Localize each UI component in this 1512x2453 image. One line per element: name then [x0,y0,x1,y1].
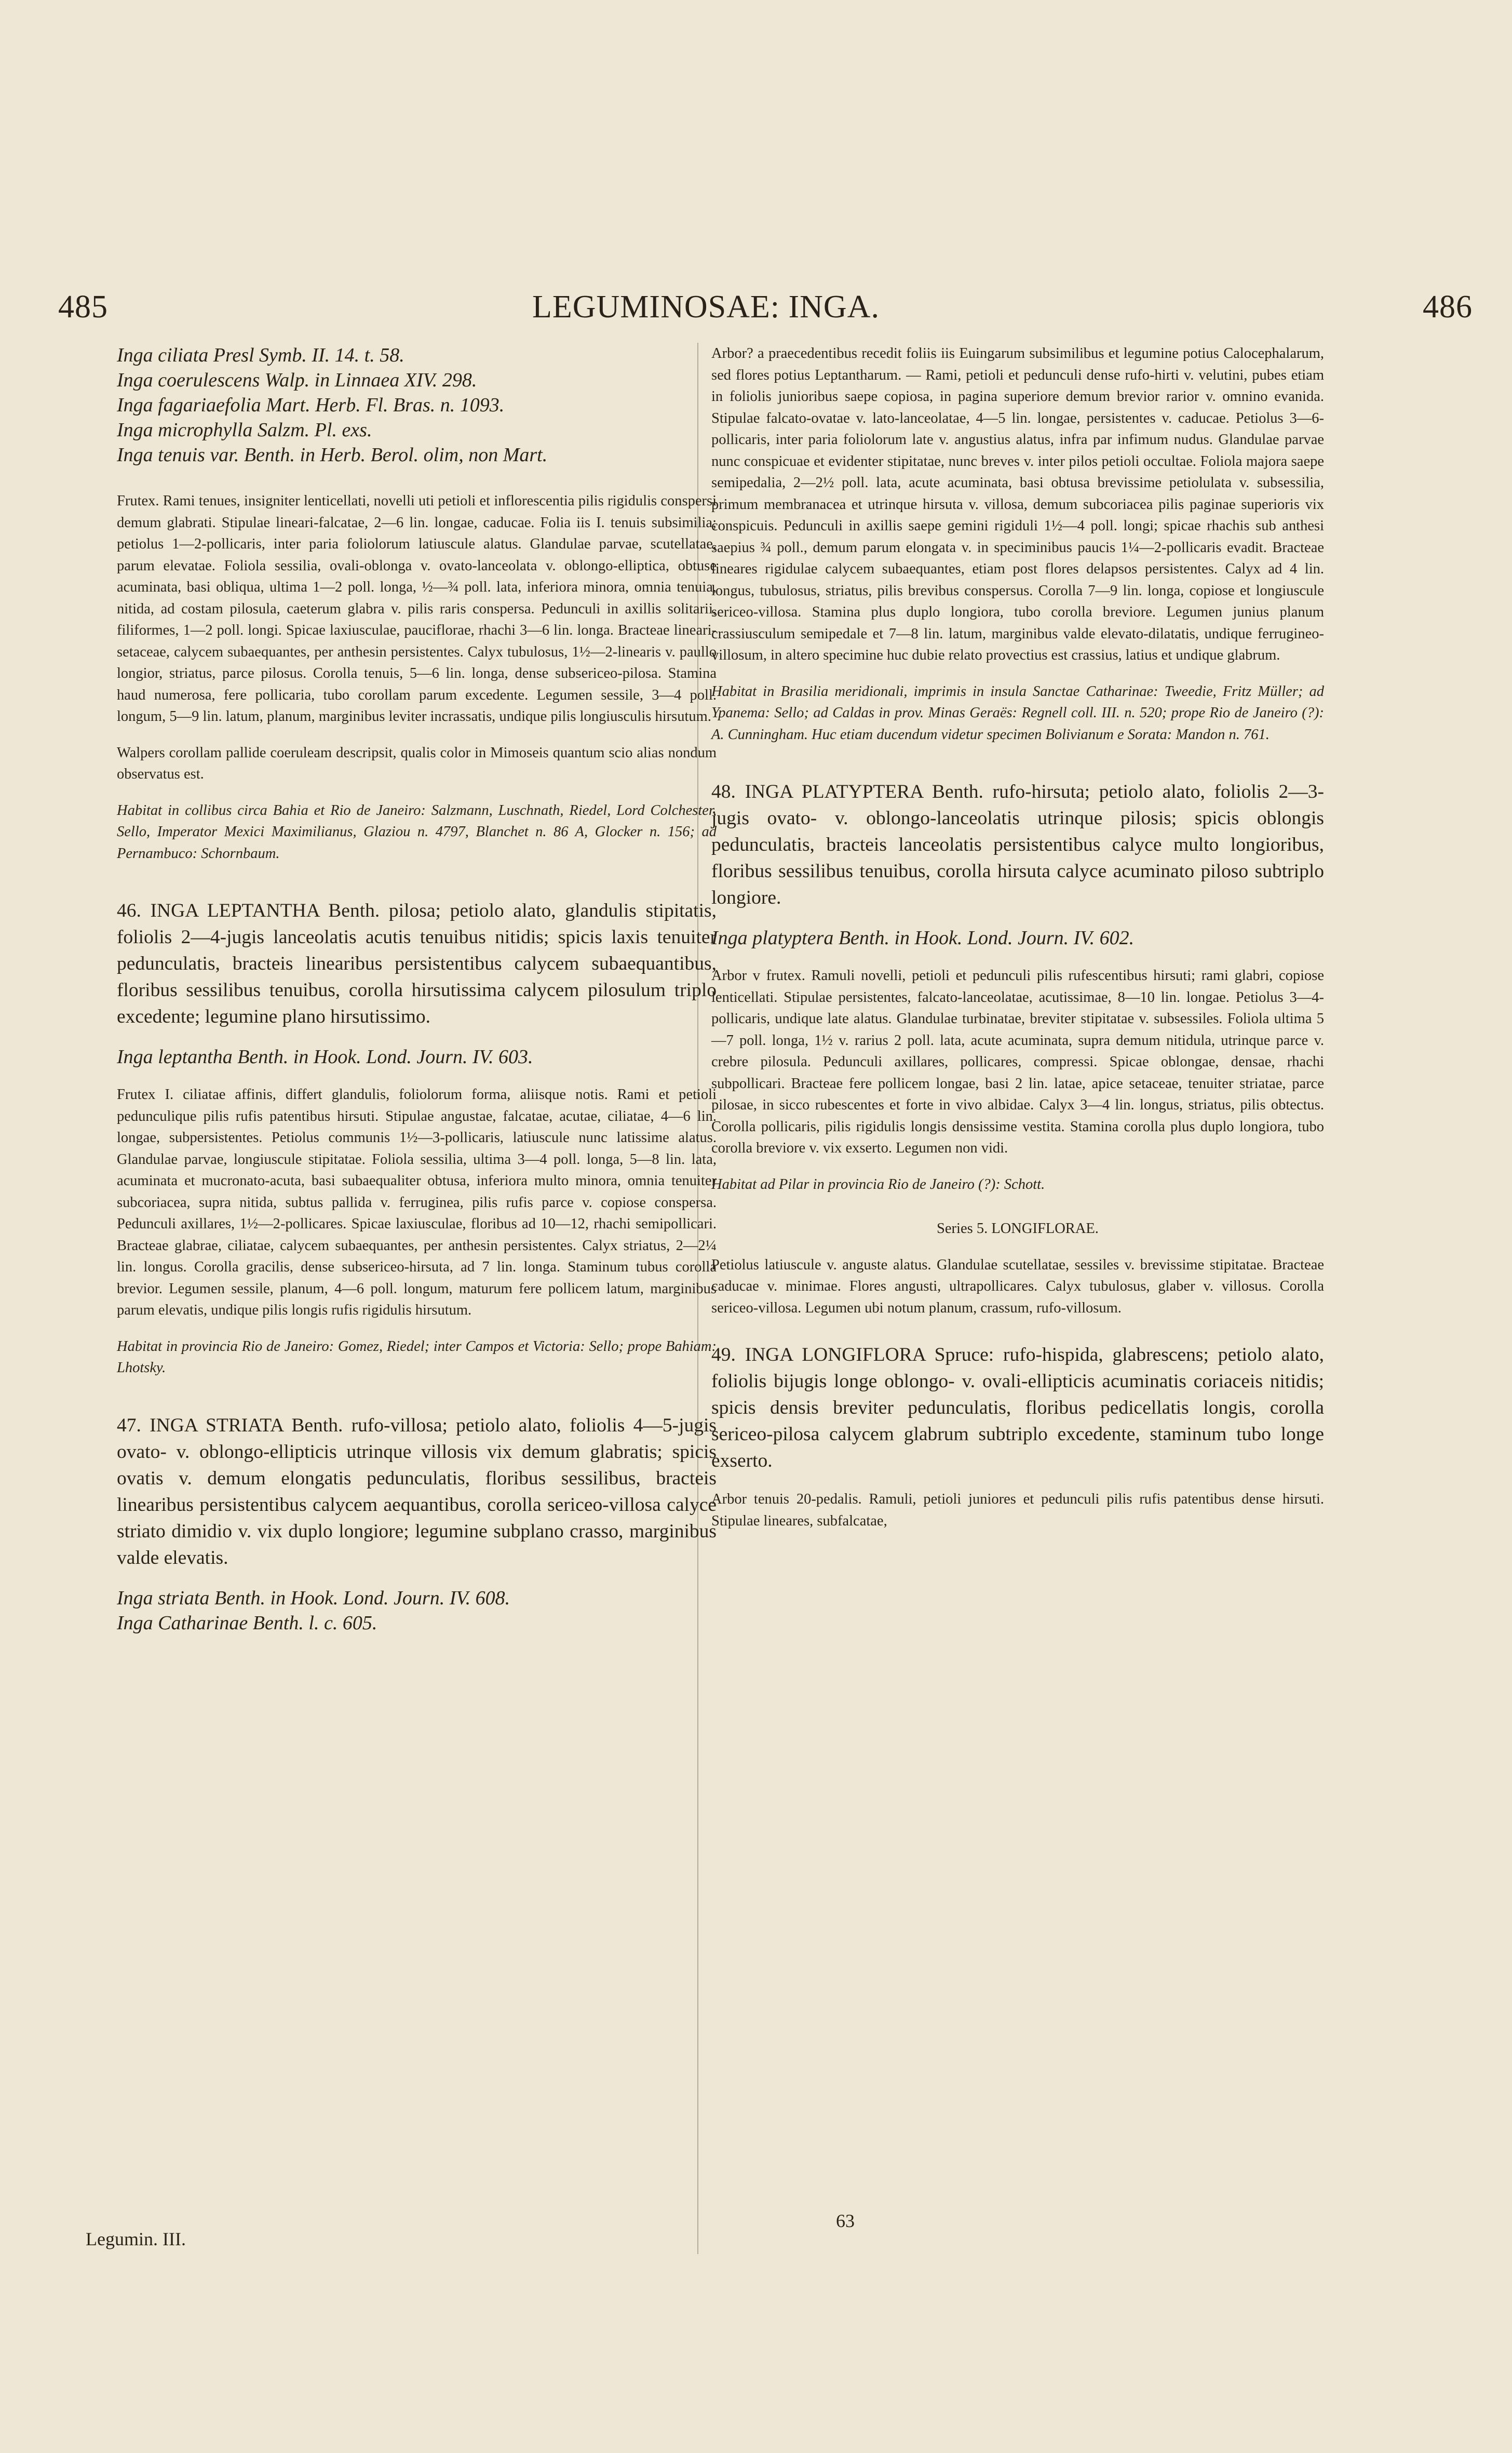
species-46-diagnosis: 46. INGA LEPTANTHA Benth. pilosa; petiolo alato, glandulis stipitatis, foliolis 2—4-jugis lanceolatis acutis tenuibus nitidis; spicis laxis tenuiter pedunculatis, bracteis linearibus persistentibus calycem subaequantibus, floribus sessilibus tenuibus, corolla hirsutissima calycem pilosulum triplo excedente; legumine plano hirsutissimo. [117,900,717,1027]
synonym-line: Inga ciliata Presl Symb. II. 14. t. 58. [117,344,404,366]
species-46-habitat: Habitat in provincia Rio de Janeiro: Gomez, Riedel; inter Campos et Victoria: Sello; prope Bahiam: Lhotsky. [117,1338,717,1376]
species-48-description: Arbor v frutex. Ramuli novelli, petioli et pedunculi pilis rufescentibus hirsuti; rami glabri, copiose lenticellati. Stipulae persistentes, falcato-lanceolatae, acutissimae, 8—10 lin. longae. Petiolus 3—4-pollicaris, undique late alatus. Glandulae turbinatae, breviter stipitatae v. subsessiles. Foliola ultima 5—7 poll. longa, 1½ v. rarius 2 poll. lata, acute acuminata, supra demum nitidula, utrinque parce v. crebre pilosula. Pedunculi axillares, pollicares, compressi. Spicae oblongae, densae, rhachi subpollicari. Bracteae fere pollicem longae, basi 2 lin. latae, apice setaceae, tenuiter striatae, parce pilosae, in sicco rubescentes et forte in vivo albidae. Calyx 3—4 lin. longus, striatus, pilis obtectus. Corolla pollicaris, pilis rigidulis longis densissime vestita. Stamina corolla plus duplo longiora, tubo corolla breviore v. vix exserto. Legumen non vidi. [711,968,1324,1156]
note-paragraph: Walpers corollam pallide coeruleam descripsit, qualis color in Mimoseis quantum scio alias nondum observatus est. [117,744,717,782]
species-47-habitat: Habitat in Brasilia meridionali, imprimis in insula Sanctae Catharinae: Tweedie, Fritz Müller; ad Ypanema: Sello; ad Caldas in prov. Minas Geraës: Regnell coll. III. n. 520; prope Rio de Janeiro (?): A. Cunningham. Huc etiam ducendum videtur specimen Bolivianum e Sorata: Mandon n. 761. [711,683,1324,743]
series-description: Petiolus latiuscule v. anguste alatus. Glandulae scutellatae, sessiles v. brevissime stipitatae. Bracteae caducae v. minimae. Flores angusti, ultrapollicares. Calyx tubulosus, glaber v. villosus. Corolla sericeo-villosa. Legumen ubi notum planum, crassum, rufo-villosum. [711,1256,1324,1316]
synonym-line: Inga coerulescens Walp. in Linnaea XIV. 298. [117,369,477,391]
species-48-diagnosis: 48. INGA PLATYPTERA Benth. rufo-hirsuta; petiolo alato, foliolis 2—3-jugis ovato- v. oblongo-lanceolatis utrinque pilosis; spicis oblongis pedunculatis, bracteis lanceolatis persistentibus calyce multo longioribus, floribus sessilibus tenuibus, corolla hirsuta calyce acuminato piloso subtriplo longiore. [711,781,1324,908]
species-49-description: Arbor tenuis 20-pedalis. Ramuli, petioli juniores et pedunculi pilis rufis patentibus dense hirsuti. Stipulae lineares, subfalcatae, [711,1491,1324,1529]
synonym-line: Inga fagariaefolia Mart. Herb. Fl. Bras. n. 1093. [117,394,505,416]
habitat-paragraph: Habitat in collibus circa Bahia et Rio de Janeiro: Salzmann, Luschnath, Riedel, Lord Colchester, Sello, Imperator Mexici Maximilianus, Glaziou n. 4797, Blanchet n. 86 A, Glocker n. 156; ad Pernambuco: Schornbaum. [117,802,717,862]
running-title: LEGUMINOSAE: INGA. [532,289,880,325]
signature-number: 63 [836,2210,855,2231]
left-column [117,343,717,1636]
species-47-synonym: Inga striata Benth. in Hook. Lond. Journ. IV. 608. [117,1587,510,1609]
synonym-line: Inga tenuis var. Benth. in Herb. Berol. olim, non Mart. [117,444,548,466]
species-48-habitat: Habitat ad Pilar in provincia Rio de Janeiro (?): Schott. [711,1176,1045,1192]
page-number-left: 485 [58,289,108,325]
description-paragraph: Frutex. Rami tenues, insigniter lenticellati, novelli uti petioli et inflorescentia pilis rigidulis conspersi demum glabrati. Stipulae lineari-falcatae, 2—6 lin. longae, caducae. Folia iis I. tenuis subsimilia; petiolus 1—2-pollicaris, inter paria foliolorum latiuscule alatus. Glandulae parvae, scutellatae, parum elevatae. Foliola sessilia, ovali-oblonga v. ovato-lanceolata v. oblongo-elliptica, obtuse acuminata, basi obliqua, ultima 1—2 poll. longa, ½—¾ poll. lata, inferiora minora, omnia tenuia, nitida, ad costam pilosula, caeterum glabra v. pilis raris conspersa. Pedunculi in axillis solitarii, filiformes, 1—2 poll. longi. Spicae laxiusculae, pauciflorae, rhachi 3—6 lin. longa. Bracteae lineari-setaceae, calycem subaequantes, per anthesin persistentes. Calyx tubulosus, 1½—2-linearis v. paullo longior, striatus, parce pilosus. Corolla tenuis, 5—6 lin. longa, dense subsericeo-pilosa. Stamina haud numerosa, fere pollicaria, tubo corollam parum excedente. Legumen sessile, 3—4 poll. longum, 5—9 lin. latum, planum, marginibus leviter incrassatis, undique pilis longiusculis hirsutum. [117,493,717,725]
page-number-right: 486 [1423,289,1473,325]
species-47-synonym: Inga Catharinae Benth. l. c. 605. [117,1612,377,1634]
species-47-diagnosis: 47. INGA STRIATA Benth. rufo-villosa; petiolo alato, foliolis 4—5-jugis ovato- v. oblongo-ellipticis utrinque villosis vix demum glabratis; spicis ovatis v. demum elongatis pedunculatis, floribus sessilibus, bracteis linearibus persistentibus calycem aequantibus, corolla sericeo-villosa calyce striato dimidio v. vix duplo longiore; legumine subplano crasso, marginibus valde elevatis. [117,1414,717,1569]
species-47-description: Arbor? a praecedentibus recedit foliis iis Euingarum subsimilibus et legumine potius Calocephalarum, sed flores potius Leptantharum. — Rami, petioli et pedunculi dense rufo-hirti v. velutini, pubes etiam in foliolis junioribus saepe copiosa, in pagina superiore demum brevior rarior v. omnino evanida. Stipulae falcato-ovatae v. lato-lanceolatae, 4—5 lin. longae, persistentes v. caducae. Petiolus 3—6-pollicaris, inter paria foliolorum late v. angustius alatus, infra par infimum nudus. Glandulae parvae nunc conspicuae et evidenter stipitatae, nunc breves v. inter pilos petioli occultae. Foliola majora saepe semipedalia, 2—2½ poll. lata, acute acuminata, basi obtusa brevissime petiolulata v. subsessilia, primum membranacea et utrinque hirsuta v. villosa, demum subcoriacea pilis paginae superioris vix conspicuis. Pedunculi in axillis saepe gemini rigiduli 1½—4 poll. longi; spicae rhachis sub anthesi saepius ¾ poll., demum parum elongata v. in speciminibus paucis 1¼—2-pollicaris evadit. Bracteae lineares rigidulae calycem subaequantes, etiam post flores delapsos persistentes. Calyx ad 4 lin. longus, tubulosus, striatus, pilis brevibus conspersus. Corolla 7—9 lin. longa, copiose et longiuscule sericeo-villosa. Stamina plus duplo longiora, tubo corolla breviore. Legumen junius planum crassiusculum semipedale et 7—8 lin. latum, marginibus valde elevato-dilatatis, undique ferrugineo-villosum, in altero specimine huc dubie relato provectius est crassius, latius et undique glabrum. [711,345,1324,663]
right-column [711,343,1324,1532]
series-heading: Series 5. LONGIFLORAE. [937,1221,1099,1237]
species-46-description: Frutex I. ciliatae affinis, differt glandulis, foliolorum forma, aliisque notis. Rami et petioli pedunculique pilis rufis patentibus hirsuti. Stipulae angustae, falcatae, acutae, ciliatae, 4—6 lin. longae, subpersistentes. Petiolus communis 1½—3-pollicaris, latiuscule nunc latissime alatus. Glandulae parvae, longiuscule stipitatae. Foliola sessilia, ultima 3—4 poll. longa, 5—8 lin. lata, acuminata et mucronato-acuta, basi subaequaliter obtusa, inferiora multo minora, omnia tenuiter subcoriacea, supra nitida, subtus pallida v. ferruginea, pilis rufis parce v. copiose conspersa. Pedunculi axillares, 1½—2-pollicares. Spicae laxiusculae, floribus ad 10—12, rhachi semipollicari. Bracteae glabrae, ciliatae, calycem subaequantes, per anthesin persistentes. Calyx striatus, 2—2¼ lin. longus. Corolla gracilis, dense subsericeo-hirsuta, ad 7 lin. longa. Staminum tubus corolla brevior. Legumen sessile, planum, 4—6 poll. longum, maturum fere pollicem latum, marginibus parum elevatis, undique pilis longis rufis rigidulis hirsutum. [117,1087,717,1318]
species-49-diagnosis: 49. INGA LONGIFLORA Spruce: rufo-hispida, glabrescens; petiolo alato, foliolis bijugis longe oblongo- v. ovali-ellipticis acuminatis coriaceis nitidis; spicis densis breviter pedunculatis, floribus pedicellatis longis, corolla sericeo-pilosa calycem glabrum subtriplo excedente, staminum tubo longe exserto. [711,1344,1324,1471]
footer-signature: Legumin. III. [86,2229,186,2249]
species-48-synonym: Inga platyptera Benth. in Hook. Lond. Journ. IV. 602. [711,927,1135,949]
synonym-line: Inga microphylla Salzm. Pl. exs. [117,419,372,441]
species-46-synonym: Inga leptantha Benth. in Hook. Lond. Journ. IV. 603. [117,1046,533,1068]
